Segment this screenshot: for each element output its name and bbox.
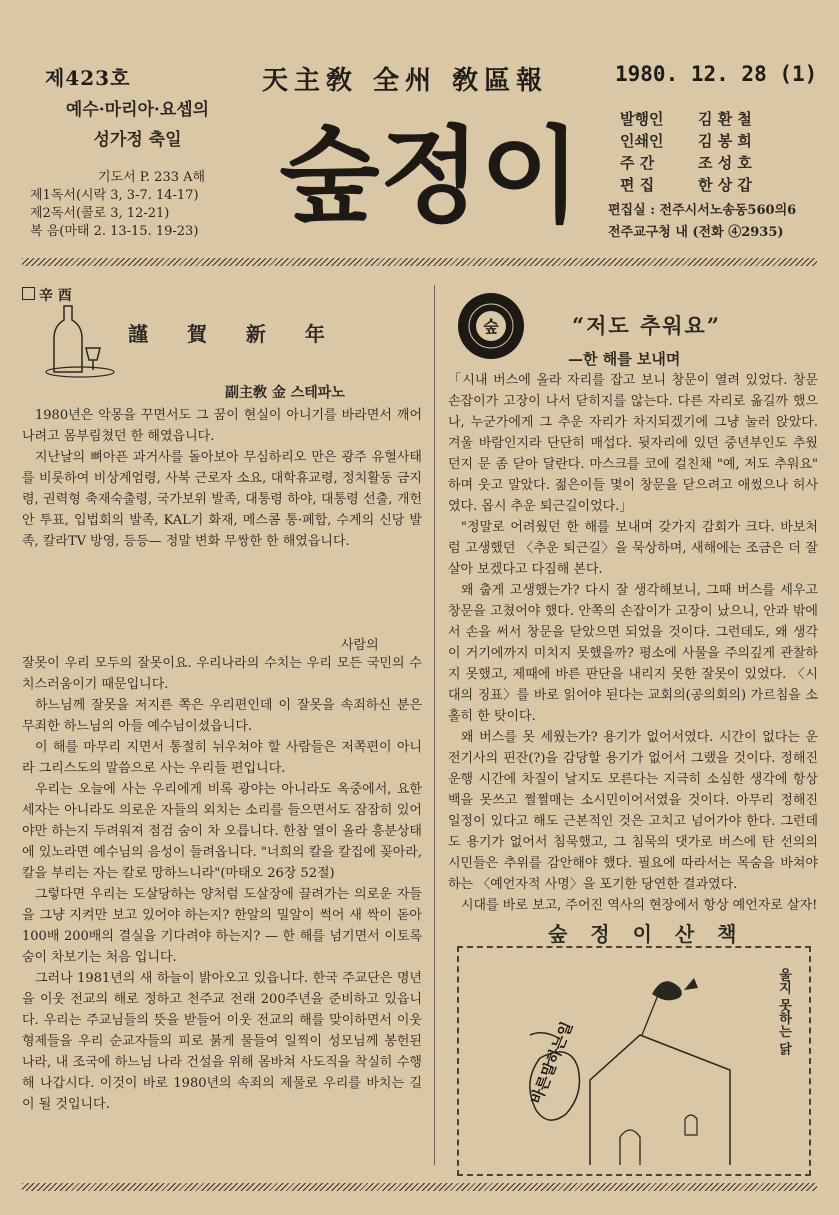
paper-name: 天主敎 全州 敎區報 (262, 66, 549, 96)
paragraph: 그렇다면 우리는 도살당하는 양처럼 도살장에 끌려가는 의로운 자들을 그냥 지켜만 보고 있어야 하는지? 한알의 밀알이 썩어 새 싹이 돋아 100배 200배의 결실을 기다려야 하는지? — 한 해를 넘기면서 이토록 숨이 차보기는 처음 입니다. (22, 887, 422, 965)
paragraph: "정말로 어려웠던 한 해를 보내며 갖가지 감회가 크다. 바보처럼 고생했던 〈추운 퇴근길〉을 묵상하며, 새해에는 조금은 더 잘살아 보겠다고 다짐해 본다. (448, 520, 818, 577)
staff-row (620, 130, 752, 152)
column-logo-text: 숲 (483, 317, 499, 336)
lectionary (30, 169, 245, 241)
wine-bottle-icon (40, 300, 120, 380)
article1-body-part1 (22, 405, 422, 552)
lectionary-line: 제2독서(콜로 3, 12-21) (30, 206, 170, 221)
article2-body (448, 370, 818, 916)
paragraph: 왜 춥게 고생했는가? 다시 잘 생각해보니, 그때 버스를 세우고 창문을 고쳤어야 했다. 안쪽의 손잡이가 고장이 났으니, 안과 밖에서 손을 써서 창문을 닫았으면 되었을 것이다. 그런데도, 왜 생각이 거기에까지 미치지 못했을까? 평소에 사물을 주의깊게 관찰하지 못했고, 제때에 바른 판단을 내리지 못한 잘못이 있었다. 〈시대의 징표〉를 바로 읽어야 된다는 교회의(공의회의) 가르침을 소홀히 한 탓이다. (448, 583, 818, 724)
staff-list (620, 108, 752, 196)
article2-title: “저도 추워요” (572, 313, 721, 338)
header-divider (22, 258, 817, 266)
lectionary-line: 복 음(마태 2. 13-15. 19-23) (30, 224, 199, 239)
staff-row (620, 174, 752, 196)
paragraph: 시대를 바로 보고, 주어진 역사의 현장에서 항상 예언자로 살자! (461, 898, 818, 913)
church-rooster-illustration (470, 960, 770, 1165)
paragraph: 하느님께 잘못을 저지른 쪽은 우리편인데 이 잘못을 속죄하신 분은 무죄한 하느님의 아들 예수님이셨읍니다. (22, 698, 422, 734)
section-tag-label: 辛 酉 (39, 288, 72, 304)
issue-number: 제423호 (45, 66, 131, 90)
cartoon-banner-text: 바른말하는일 (527, 1019, 577, 1107)
staff-role: 발행인 (620, 110, 664, 128)
article2-subtitle: —한 해를 보내며 (568, 350, 681, 368)
feast-title (30, 95, 245, 155)
paragraph: 왜 버스를 못 세웠는가? 용기가 없어서였다. 시간이 없다는 운전기사의 핀잔(?)을 감당할 용기가 없어서 그랬을 것이다. 정해진 운행 시간에 차질이 날지도 모른다는 지극히 소심한 생각에 항상 백을 못쓰고 쩔쩔매는 소시민이어서였을 것이다. 아무리 정해진 일정이 있다고 해도 근본적인 것은 고치고 넘어가야 한다. 그런데도 용기가 없어서 침묵했고, 그 침묵의 댓가로 버스에 탄 선의의 시민들은 추위를 감안해야 했다. 필요에 따라서는 목숨을 바쳐야 하는 〈예언자적 사명〉을 포기한 당연한 결과였다. (448, 730, 818, 892)
address-line2: 전주교구청 내 (전화 ④2935) (608, 225, 784, 240)
cartoon-title: 숲 정 이 산 책 (548, 922, 745, 946)
lectionary-line: 제1독서(시락 3, 3-7. 14-17) (30, 188, 199, 203)
paragraph: 잘못이 우리 모두의 잘못이요. 우리나라의 수치는 우리 모든 국민의 수치스러움이기 때문입니다. (22, 656, 422, 692)
staff-role: 편 집 (620, 176, 655, 194)
staff-name: 김 봉 희 (698, 132, 752, 150)
masthead-logo (270, 100, 590, 250)
issue-date: 1980. 12. 28 (1) (615, 62, 818, 86)
lectionary-line: 기도서 P. 233 A해 (98, 170, 206, 185)
article1-title: 謹 賀 新 年 (128, 322, 341, 346)
feast-title-line1: 예수·마리아·요셉의 (65, 100, 210, 120)
staff-name: 김 환 철 (698, 110, 752, 128)
checkbox-icon (22, 287, 35, 300)
paragraph: 1980년은 악몽을 꾸면서도 그 꿈이 현실이 아니기를 바라면서 깨어나려고 몸부림쳤던 한 해였읍니다. (22, 408, 422, 444)
editorial-address (608, 200, 796, 244)
paragraph: 그러나 1981년의 새 하늘이 밝아오고 있읍니다. 한국 주교단은 명년을 이웃 전교의 해로 정하고 천주교 전래 200주년을 준비하고 있읍니다. 우리는 주교님들의 뜻을 받들어 이웃 전교의 해를 맞이하면서 이웃 형제들을 우리 순교자들의 피로 붉게 물들여 일찍이 성모님께 봉헌된 나라, 내 조국에 하느님 나라 건설을 위해 몸바쳐 사도직을 착실히 수행해 나갑시다. 이것이 바로 1980년의 속죄의 제물로 우리를 바치는 길이 될 것입니다. (22, 971, 422, 1112)
paragraph: 「시내 버스에 올라 자리를 잡고 보니 창문이 열려 있었다. 창문 손잡이가 고장이 나서 닫히지를 않는다. 다른 자리로 옮길까 했으나, 누군가에게 그 추운 자리가 차지되겠기에 그냥 눌러 앉았다. 겨울 바람인지라 단단히 매섭다. 뒷자리에 있던 중년부인도 추웠던지 문 좀 닫아 달란다. 마스크를 코에 걸친채 "예, 저도 추워요" 하며 웃고 말았다. 젊은이들 몇이 창문을 닫으려고 애썼으나 허사였다. 몹시 추운 퇴근길이었다.」 (448, 373, 818, 514)
footer-divider (22, 1183, 817, 1191)
staff-name: 조 성 호 (698, 154, 752, 172)
staff-row (620, 152, 752, 174)
feast-title-line2: 성가정 축일 (93, 130, 182, 150)
paragraph: 이 해를 마무리 지면서 통절히 뉘우쳐야 할 사람들은 저쪽편이 아니라 그리스도의 말씀으로 사는 우리들 편입니다. (22, 740, 422, 776)
paragraph: 우리는 오늘에 사는 우리에게 비록 광야는 아니라도 옥중에서, 요한 세자는 아니라도 의로운 자들의 외치는 소리를 들으면서도 잠잠히 있어야만 하는지 두려워져 점검 숨이 차 오릅니다. 한참 열이 올라 흥분상태에 있노라면 예수님의 음성이 들려옵니다. "너희의 칼을 칼집에 꽂아라, 칼을 부리는 자는 칼로 망하느니라"(마태오 26장 52절) (22, 782, 422, 881)
column-logo (455, 290, 527, 362)
address-line1: 편집실 : 전주시서노송동560의6 (608, 203, 797, 218)
staff-name: 한 상 갑 (698, 176, 752, 194)
masthead-title: 숲정이 (279, 115, 581, 237)
feast-box (30, 95, 245, 241)
staff-role: 인쇄인 (620, 132, 664, 150)
staff-row (620, 108, 752, 130)
column-divider (434, 285, 435, 1165)
staff-role: 주 간 (620, 154, 655, 172)
cartoon-caption: 울지 못하는 닭 (776, 968, 791, 1056)
article1-byline: 副主敎 金 스테파노 (225, 385, 345, 401)
paragraph: 지난날의 뼈아픈 과거사를 돌아보아 무심하리오 만은 광주 유혈사태를 비롯하여 비상계엄령, 사북 근로자 소요, 대학휴교령, 정치활동 금지령, 권력형 축재숙출령, 국가보위 발족, 대통령 하야, 대통령 선출, 개헌안 투표, 입법회의 발족, KAL기 화재, 메스콤 통·폐합, 수계의 신당 발족, 칼라TV 방영, 등등— 정말 변화 무쌍한 한 해였읍니다. (22, 450, 422, 549)
article1-separator: 사람의 (341, 638, 379, 653)
article1-body-part2 (22, 653, 422, 1115)
